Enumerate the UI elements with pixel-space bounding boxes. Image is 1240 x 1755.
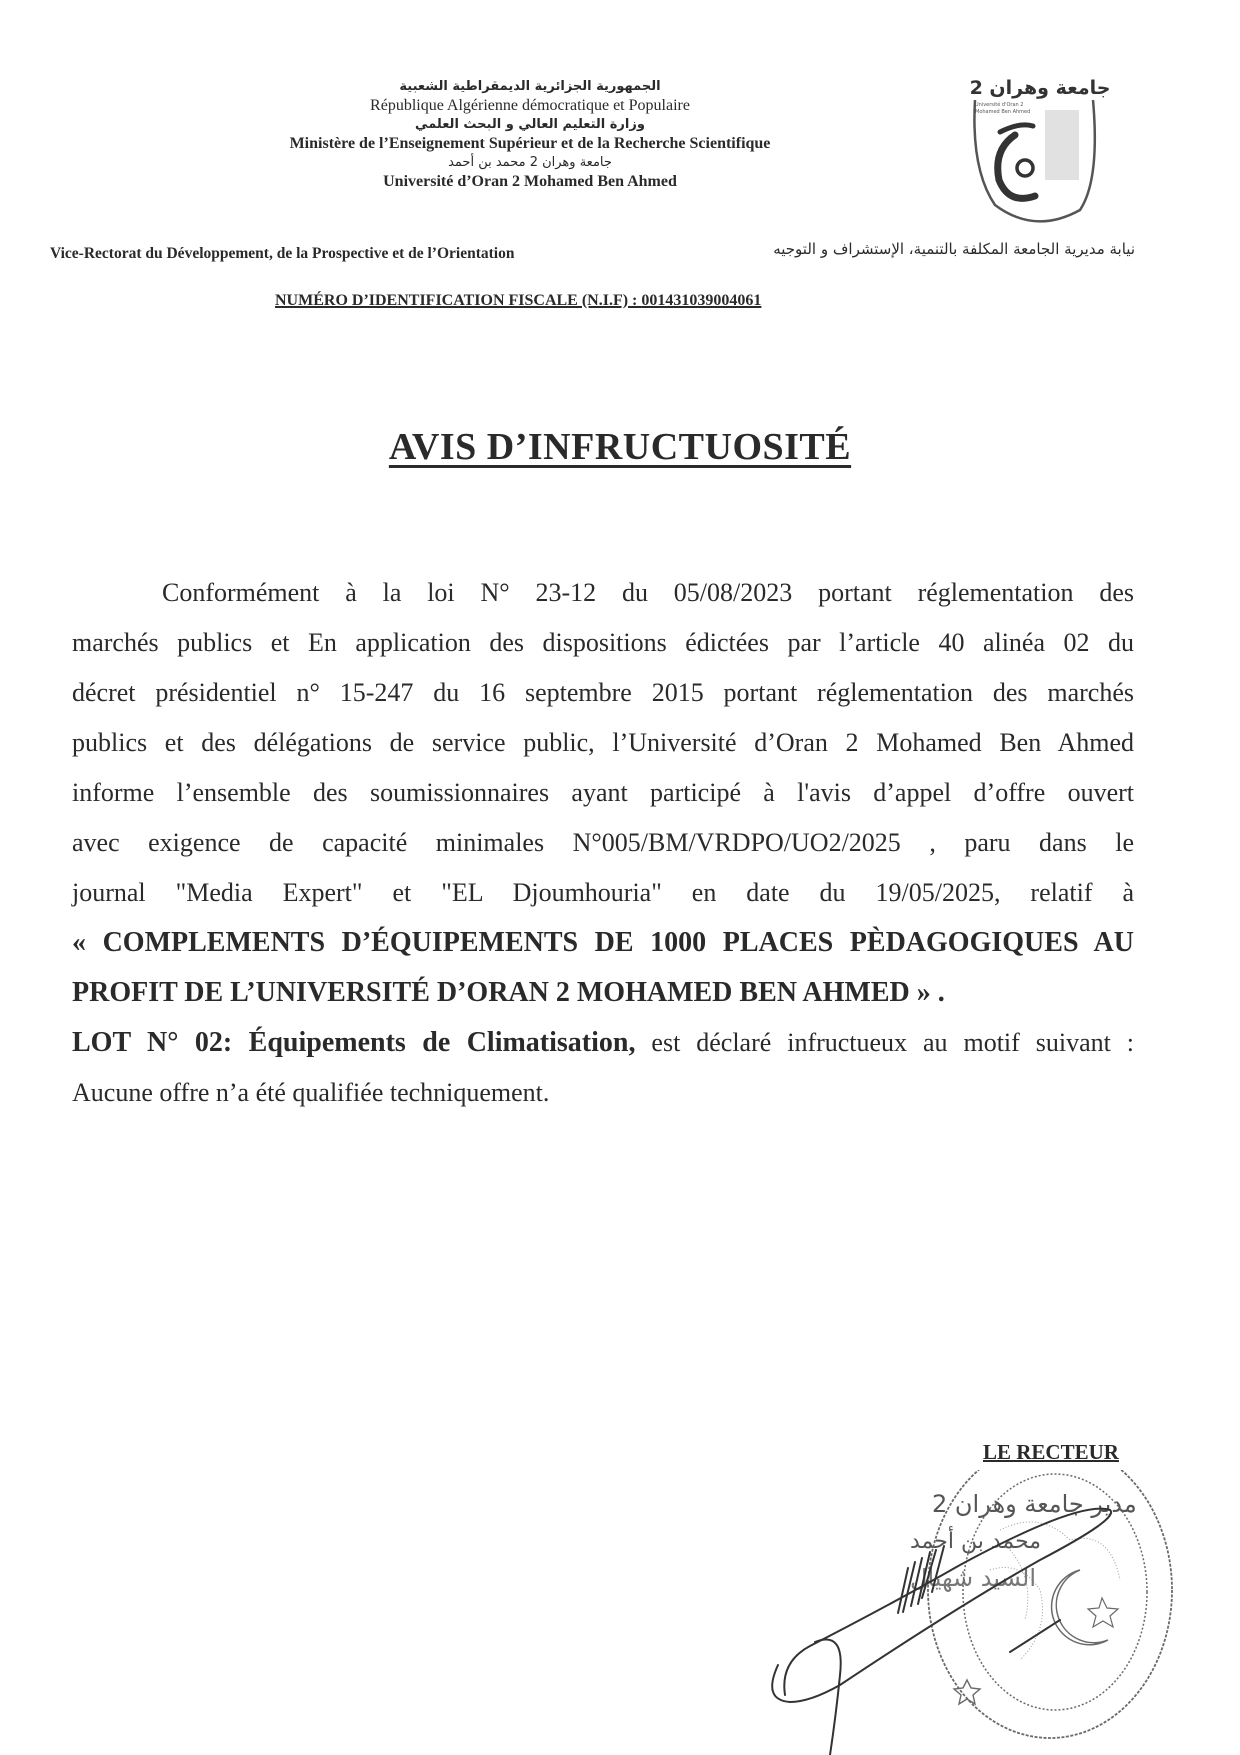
logo-map-texture bbox=[1045, 110, 1079, 180]
lot-label: LOT N° 02: Équipements de Climatisation, bbox=[72, 1027, 636, 1058]
body-line: décret présidentiel n° 15-247 du 16 septembre 2015 portant réglementation des marchés bbox=[72, 678, 1134, 707]
logo-subtext-2: Mohamed Ben Ahmed bbox=[975, 109, 1031, 115]
signature-arabic-line-3: السيد شهيال bbox=[910, 1564, 1037, 1592]
logo-text: جامعة وهران 2 bbox=[969, 77, 1111, 99]
lot-text: est déclaré infructueux au motif suivant : bbox=[635, 1028, 1135, 1057]
document-title-text: AVIS D’INFRUCTUOSITÉ bbox=[388, 426, 852, 468]
fiscal-id-label: NUMÉRO D’IDENTIFICATION FISCALE (N.I.F) : bbox=[275, 292, 642, 309]
document-title bbox=[0, 425, 1240, 469]
notice-body bbox=[72, 568, 1134, 1118]
lot-line bbox=[72, 1018, 1134, 1068]
signature-block bbox=[640, 1470, 1220, 1755]
body-line: publics et des délégations de service public, l’Université d’Oran 2 Mohamed Ben Ahmed bbox=[72, 728, 1134, 757]
vice-rectorat-french: Vice-Rectorat du Développement, de la Prospective et de l’Orientation bbox=[50, 245, 515, 262]
republic-arabic: الجمهورية الجزائرية الديمقراطية الشعبية bbox=[399, 79, 661, 94]
signatory-title: LE RECTEUR bbox=[983, 1440, 1119, 1464]
body-line: Conformément à la loi N° 23-12 du 05/08/2023 portant réglementation des bbox=[162, 578, 1134, 607]
logo-mark-dot bbox=[1017, 160, 1033, 176]
letterhead bbox=[250, 78, 810, 192]
body-line: marchés publics et En application des dispositions édictées par l’article 40 alinéa 02 du bbox=[72, 628, 1134, 657]
fiscal-id bbox=[275, 292, 761, 310]
signature-arabic-line-1: مدير جامعة وهران 2 bbox=[932, 1490, 1137, 1518]
body-line: informe l’ensemble des soumissionnaires ayant participé à l'avis d’appel d’offre ouvert bbox=[72, 778, 1134, 807]
logo-subtext: Université d'Oran 2 bbox=[975, 102, 1024, 108]
signature-arabic-line-2: محمد بن أحمد bbox=[910, 1529, 1042, 1554]
university-arabic: جامعة وهران 2 محمد بن أحمد bbox=[448, 155, 612, 170]
university-logo bbox=[965, 70, 1115, 230]
object-line-2: PROFIT DE L’UNIVERSITÉ D’ORAN 2 MOHAMED BEN AHMED » . bbox=[72, 977, 945, 1008]
vice-rectorat-arabic: نيابة مديرية الجامعة المكلفة بالتنمية، الإستشراف و التوجيه bbox=[773, 240, 1135, 258]
university-french: Université d’Oran 2 Mohamed Ben Ahmed bbox=[383, 173, 677, 190]
logo-mark-top bbox=[1000, 125, 1033, 132]
body-line: avec exigence de capacité minimales N°005/BM/VRDPO/UO2/2025 , paru dans le bbox=[72, 828, 1134, 857]
object-line-1: « COMPLEMENTS D’ÉQUIPEMENTS DE 1000 PLACES PÈDAGOGIQUES AU bbox=[72, 927, 1134, 958]
body-line: journal "Media Expert" et "EL Djoumhouria" en date du 19/05/2025, relatif à bbox=[72, 878, 1134, 907]
fiscal-id-value: 001431039004061 bbox=[641, 292, 762, 309]
republic-french: République Algérienne démocratique et Populaire bbox=[370, 97, 690, 114]
ministry-arabic: وزارة التعليم العالي و البحث العلمي bbox=[415, 117, 645, 132]
reason-line: Aucune offre n’a été qualifiée techniquement. bbox=[72, 1078, 550, 1107]
ministry-french: Ministère de l’Enseignement Supérieur et de la Recherche Scientifique bbox=[289, 135, 771, 152]
